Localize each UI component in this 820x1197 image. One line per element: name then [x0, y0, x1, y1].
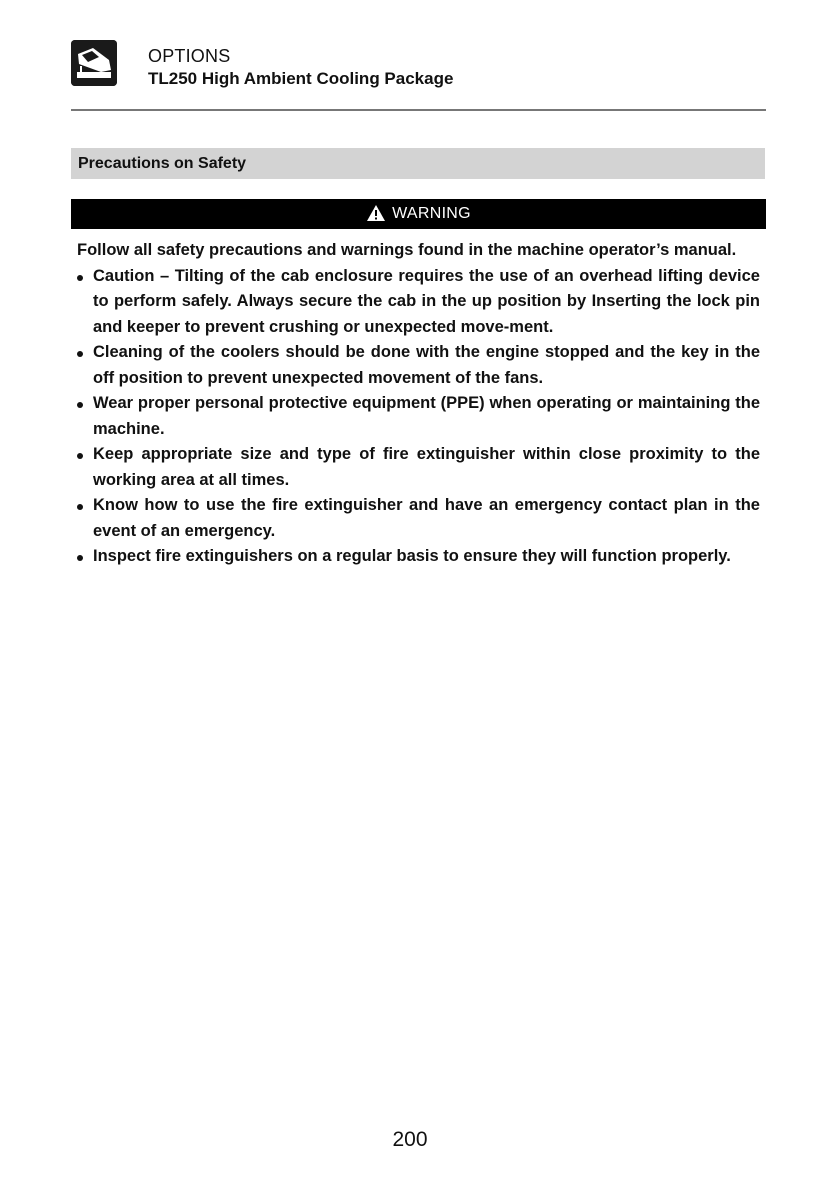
bullet-dot-icon: [77, 555, 83, 561]
list-item: [77, 493, 760, 544]
bullet-text: Cleaning of the coolers should be done with the engine stopped and the key in the off position to prevent unexpected movement of the fans.: [93, 343, 760, 387]
bullet-dot-icon: [77, 275, 83, 281]
safety-content: [77, 238, 760, 570]
list-item: [77, 544, 760, 570]
page-number: 200: [392, 1128, 428, 1151]
list-item: [77, 391, 760, 442]
section-heading: Precautions on Safety: [71, 148, 765, 179]
bullet-text: Inspect fire extinguishers on a regular basis to ensure they will function properly.: [93, 547, 731, 565]
warning-label: WARNING: [392, 205, 471, 222]
header-title: TL250 High Ambient Cooling Package: [148, 69, 454, 88]
list-item: [77, 442, 760, 493]
warning-banner: [71, 199, 766, 229]
bullet-dot-icon: [77, 504, 83, 510]
bullet-dot-icon: [77, 453, 83, 459]
bullet-text: Keep appropriate size and type of fire extinguisher within close proximity to the working area at all times.: [93, 445, 760, 489]
bullet-dot-icon: [77, 351, 83, 357]
warning-triangle-icon: [366, 204, 386, 222]
bullet-dot-icon: [77, 402, 83, 408]
intro-paragraph: Follow all safety precautions and warnings found in the machine operator’s manual.: [77, 241, 737, 259]
header-divider: [71, 109, 766, 111]
list-item: [77, 340, 760, 391]
bullet-text: Wear proper personal protective equipment (PPE) when operating or maintaining the machine.: [93, 394, 760, 438]
safety-bullet-list: [77, 264, 760, 570]
bullet-text: Caution – Tilting of the cab enclosure requires the use of an overhead lifting device to perform safely. Always secure the cab in the up position by Inserting the lock pin and keeper to prevent crushing or unexpected move-ment.: [93, 266, 760, 336]
tilted-cab-icon: [71, 40, 117, 86]
list-item: [77, 264, 760, 341]
bullet-text: Know how to use the fire extinguisher and have an emergency contact plan in the event of an emergency.: [93, 496, 760, 540]
header-section-label: OPTIONS: [148, 46, 231, 66]
